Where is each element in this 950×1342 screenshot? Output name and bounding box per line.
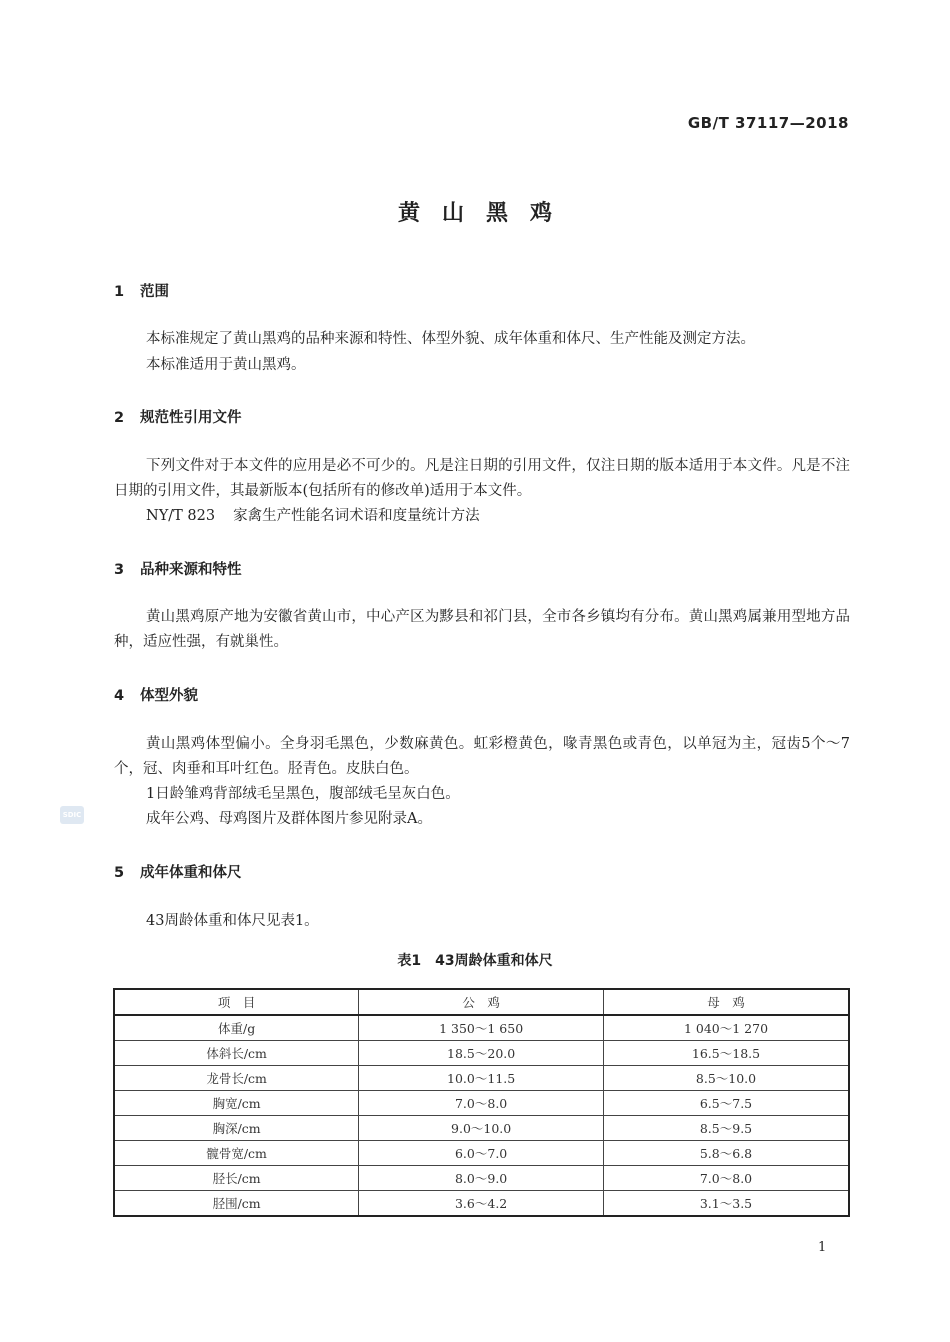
table-cell: 1 350～1 650 [359, 1015, 604, 1041]
table-cell: 3.6～4.2 [359, 1191, 604, 1217]
table-cell: 18.5～20.0 [359, 1041, 604, 1066]
normative-reference [114, 504, 850, 529]
section-title: 范围 [140, 284, 169, 300]
watermark-logo: SDIC [60, 806, 84, 824]
section-4-heading [114, 684, 198, 705]
section-2-paragraph: 下列文件对于本文件的应用是必不可少的。凡是注日期的引用文件，仅注日期的版本适用于本文件。凡是不注日期的引用文件，其最新版本(包括所有的修改单)适用于本文件。 [114, 458, 850, 499]
table-cell: 胫长/cm [114, 1166, 359, 1191]
table-row [114, 1191, 849, 1217]
table-cell: 3.1～3.5 [604, 1191, 850, 1217]
column-header: 母 鸡 [604, 989, 850, 1015]
section-number: 4 [114, 688, 125, 704]
section-title: 成年体重和体尺 [140, 865, 242, 881]
section-1-heading [114, 280, 169, 301]
table-cell: 胸宽/cm [114, 1091, 359, 1116]
section-number: 5 [114, 865, 125, 881]
section-4-paragraph: 成年公鸡、母鸡图片及群体图片参见附录A。 [146, 811, 432, 827]
section-number: 1 [114, 284, 125, 300]
section-5-heading [114, 861, 242, 882]
table-row [114, 1141, 849, 1166]
section-title: 品种来源和特性 [140, 562, 242, 578]
section-5-paragraph: 43周龄体重和体尺见表1。 [146, 913, 319, 929]
reference-code: NY/T 823 [146, 508, 216, 524]
body-measurements-table [113, 988, 850, 1217]
table-cell: 龙骨长/cm [114, 1066, 359, 1091]
table-cell: 髋骨宽/cm [114, 1141, 359, 1166]
section-title: 规范性引用文件 [140, 410, 242, 426]
section-number: 3 [114, 562, 125, 578]
table-cell: 1 040～1 270 [604, 1015, 850, 1041]
table-cell: 7.0～8.0 [359, 1091, 604, 1116]
table-row [114, 1015, 849, 1041]
document-code: GB/T 37117—2018 [687, 114, 849, 132]
table-cell: 体斜长/cm [114, 1041, 359, 1066]
table-cell: 胫围/cm [114, 1191, 359, 1217]
page-title: 黄山黑鸡 [397, 201, 574, 226]
column-header: 项 目 [114, 989, 359, 1015]
table-row [114, 1166, 849, 1191]
section-1-paragraph: 本标准规定了黄山黑鸡的品种来源和特性、体型外貌、成年体重和体尺、生产性能及测定方法。 [146, 331, 755, 347]
table-caption: 表1 43周龄体重和体尺 [397, 953, 553, 969]
table-row [114, 1041, 849, 1066]
section-4-paragraph: 黄山黑鸡体型偏小。全身羽毛黑色，少数麻黄色。虹彩橙黄色，喙青黑色或青色，以单冠为主，冠齿5个～7个，冠、肉垂和耳叶红色。胫青色。皮肤白色。 [114, 736, 850, 777]
table-cell: 6.5～7.5 [604, 1091, 850, 1116]
table-row [114, 1116, 849, 1141]
section-3-paragraph: 黄山黑鸡原产地为安徽省黄山市，中心产区为黟县和祁门县，全市各乡镇均有分布。黄山黑鸡属兼用型地方品种，适应性强，有就巢性。 [114, 609, 850, 650]
section-2-heading [114, 406, 242, 427]
table-cell: 8.0～9.0 [359, 1166, 604, 1191]
table-cell: 10.0～11.5 [359, 1066, 604, 1091]
table-cell: 胸深/cm [114, 1116, 359, 1141]
table-header-row [114, 989, 849, 1015]
table-cell: 9.0～10.0 [359, 1116, 604, 1141]
page-number: 1 [818, 1240, 827, 1255]
section-1-paragraph: 本标准适用于黄山黑鸡。 [146, 357, 306, 373]
section-3-heading [114, 558, 242, 579]
section-number: 2 [114, 410, 125, 426]
reference-title: 家禽生产性能名词术语和度量统计方法 [233, 508, 480, 524]
table-row [114, 1091, 849, 1116]
table-cell: 5.8～6.8 [604, 1141, 850, 1166]
table-cell: 16.5～18.5 [604, 1041, 850, 1066]
table-cell: 体重/g [114, 1015, 359, 1041]
section-4-paragraph: 1日龄雏鸡背部绒毛呈黑色，腹部绒毛呈灰白色。 [146, 786, 460, 802]
table-cell: 7.0～8.0 [604, 1166, 850, 1191]
table-cell: 6.0～7.0 [359, 1141, 604, 1166]
section-title: 体型外貌 [140, 688, 198, 704]
table-cell: 8.5～10.0 [604, 1066, 850, 1091]
table-row [114, 1066, 849, 1091]
column-header: 公 鸡 [359, 989, 604, 1015]
table-cell: 8.5～9.5 [604, 1116, 850, 1141]
